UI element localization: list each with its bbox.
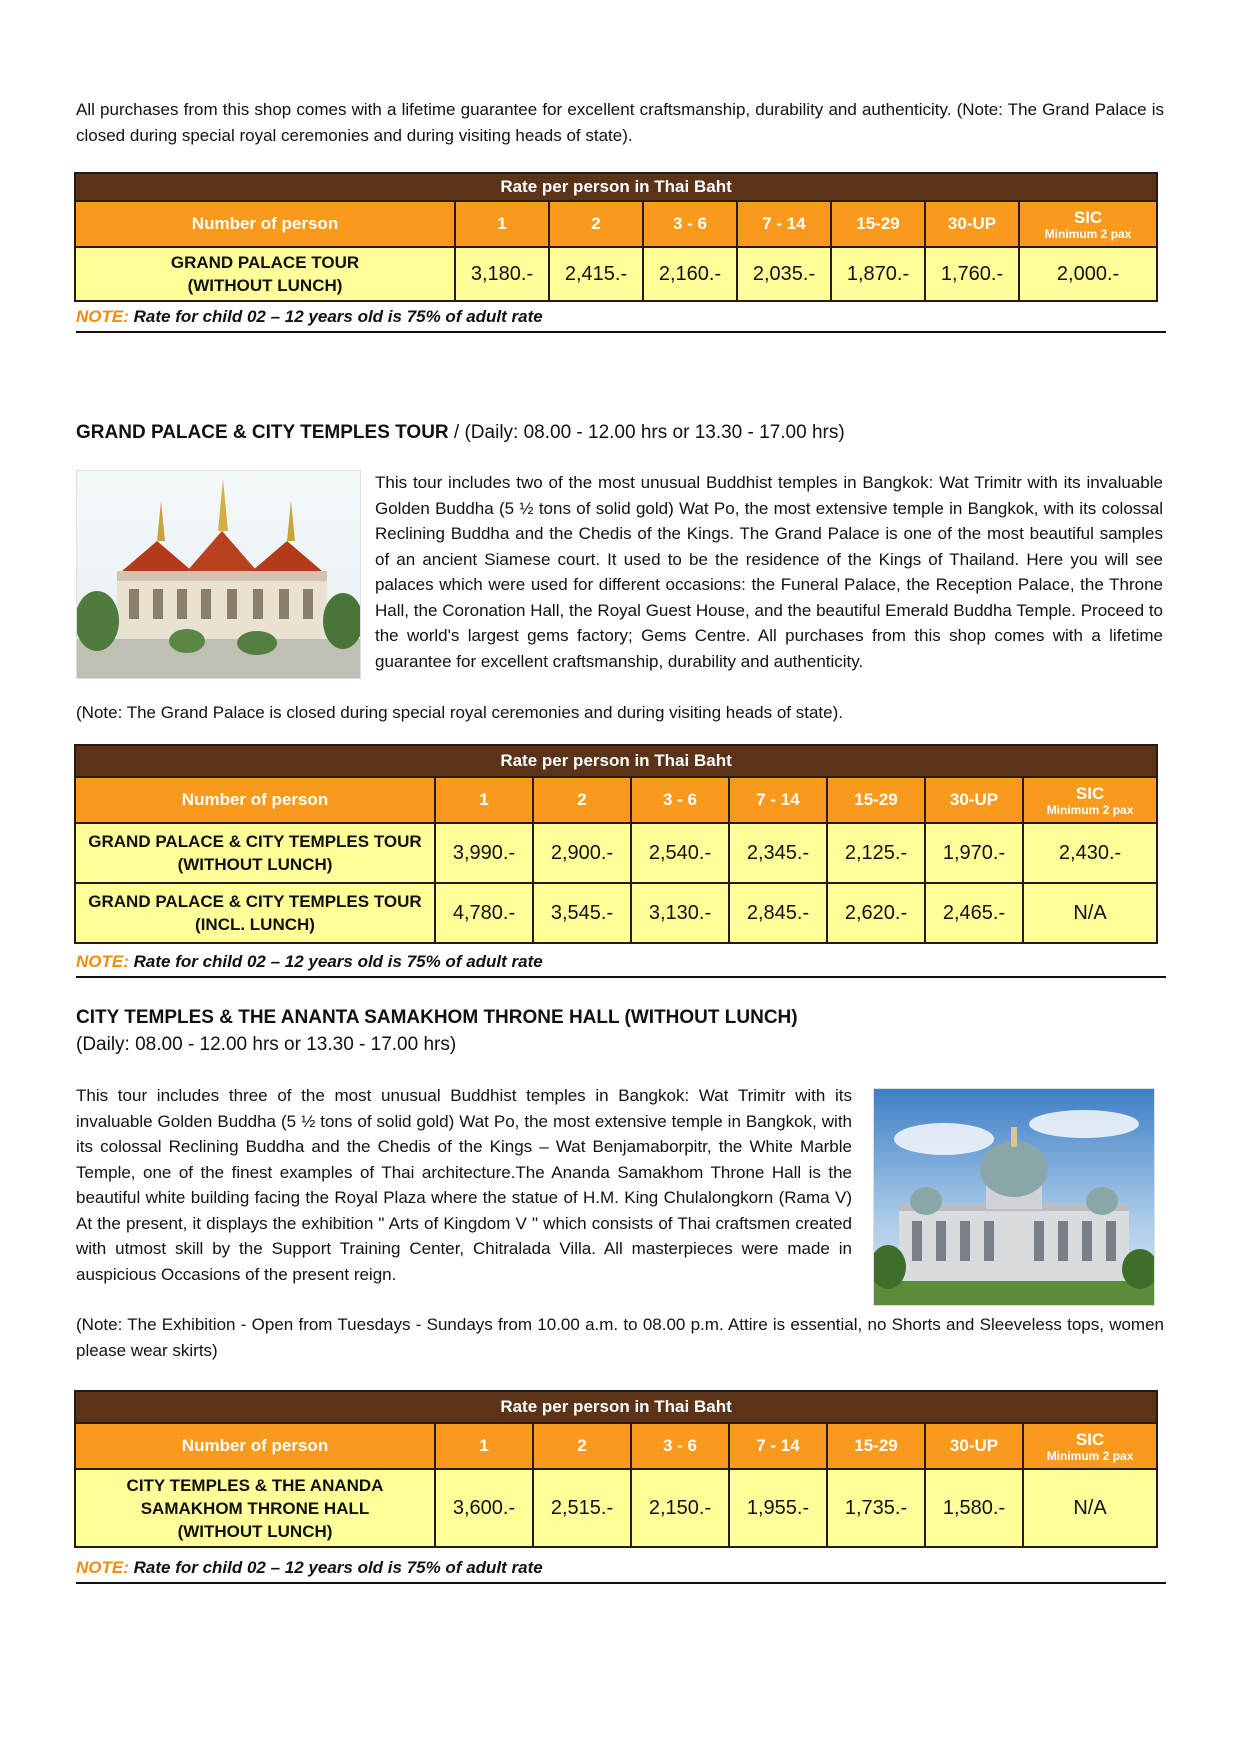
rate-table-throne-hall xyxy=(74,1390,1158,1548)
col-header-3-6: 3 - 6 xyxy=(643,201,737,247)
price-cell: 3,990.- xyxy=(435,823,533,883)
table-row xyxy=(75,1469,1157,1547)
price-cell: 2,465.- xyxy=(925,883,1023,943)
col-header-1: 1 xyxy=(435,777,533,823)
price-cell: 2,900.- xyxy=(533,823,631,883)
col-header-sic: SIC Minimum 2 pax xyxy=(1023,1423,1157,1469)
child-rate-note: NOTE: Rate for child 02 – 12 years old is 75% of adult rate xyxy=(76,1557,1166,1584)
col-header-15-29: 15-29 xyxy=(831,201,925,247)
price-cell: 2,845.- xyxy=(729,883,827,943)
section-note: (Note: The Grand Palace is closed during special royal ceremonies and during visiting heads of state). xyxy=(76,703,843,722)
grand-palace-photo xyxy=(76,470,361,679)
rate-header: Rate per person in Thai Baht xyxy=(75,1391,1157,1423)
price-cell: 2,415.- xyxy=(549,247,643,301)
col-header-30-up: 30-UP xyxy=(925,201,1019,247)
tour-name: GRAND PALACE & CITY TEMPLES TOUR (WITHOUT LUNCH) xyxy=(75,823,435,883)
table-row xyxy=(75,247,1157,301)
section-note: (Note: The Exhibition - Open from Tuesdays - Sundays from 10.00 a.m. to 08.00 p.m. Attire is essential, no Shorts and Sleeveless tops, women please wear skirts) xyxy=(76,1315,1164,1360)
price-cell: 2,160.- xyxy=(643,247,737,301)
col-header-3-6: 3 - 6 xyxy=(631,1423,729,1469)
col-header-15-29: 15-29 xyxy=(827,777,925,823)
col-header-7-14: 7 - 14 xyxy=(729,777,827,823)
section-title: CITY TEMPLES & THE ANANTA SAMAKHOM THRONE HALL (WITHOUT LUNCH) xyxy=(76,1007,798,1028)
price-cell: 4,780.- xyxy=(435,883,533,943)
section-body: This tour includes three of the most unusual Buddhist temples in Bangkok: Wat Trimitr with its invaluable Golden Buddha (5 ½ tons of solid gold) Wat Po, the most extensive temple in Bangkok, with its colossal Reclining Buddha and the Chedis of the Kings – Wat Benjamaborpitr, the White Marble Temple, one of the finest examples of Thai architecture.The Ananda Samakhom Throne Hall is the beautiful white building facing the Royal Plaza where the statue of H.M. King Chulalongkorn (Rama V) At the present, it displays the exhibition " Arts of Kingdom V " which consists of Thai craftsmen created with utmost skill by the Support Training Center, Chitralada Villa. All masterpieces were made in auspicious Occasions of the present reign. xyxy=(76,1086,852,1284)
col-header-2: 2 xyxy=(533,777,631,823)
price-cell: 2,620.- xyxy=(827,883,925,943)
child-rate-note: NOTE: Rate for child 02 – 12 years old is 75% of adult rate xyxy=(76,306,1166,333)
intro-paragraph: All purchases from this shop comes with a lifetime guarantee for excellent craftsmanship, durability and authenticity. (Note: The Grand Palace is closed during special royal ceremonies and during visiting heads of state). xyxy=(76,100,1164,145)
price-cell: 3,600.- xyxy=(435,1469,533,1547)
price-cell: 2,430.- xyxy=(1023,823,1157,883)
col-header-1: 1 xyxy=(455,201,549,247)
rate-table-grand-palace xyxy=(74,172,1158,302)
palace-illustration xyxy=(77,471,360,678)
col-header-sic: SIC Minimum 2 pax xyxy=(1023,777,1157,823)
col-header-person: Number of person xyxy=(75,777,435,823)
col-header-30-up: 30-UP xyxy=(925,1423,1023,1469)
throne-hall-illustration xyxy=(874,1089,1154,1305)
price-cell: 2,150.- xyxy=(631,1469,729,1547)
sic-sub-label: Minimum 2 pax xyxy=(1044,226,1132,241)
col-header-7-14: 7 - 14 xyxy=(729,1423,827,1469)
section-subtitle: (Daily: 08.00 - 12.00 hrs or 13.30 - 17.00 hrs) xyxy=(76,1034,457,1055)
price-cell: 2,035.- xyxy=(737,247,831,301)
col-header-person: Number of person xyxy=(75,1423,435,1469)
col-header-person: Number of person xyxy=(75,201,455,247)
price-cell: 2,000.- xyxy=(1019,247,1157,301)
col-header-3-6: 3 - 6 xyxy=(631,777,729,823)
child-rate-note: NOTE: Rate for child 02 – 12 years old is 75% of adult rate xyxy=(76,951,1166,978)
price-cell: 1,870.- xyxy=(831,247,925,301)
col-header-7-14: 7 - 14 xyxy=(737,201,831,247)
col-header-2: 2 xyxy=(533,1423,631,1469)
price-cell: N/A xyxy=(1023,883,1157,943)
price-cell: 3,130.- xyxy=(631,883,729,943)
price-cell: 2,125.- xyxy=(827,823,925,883)
col-header-15-29: 15-29 xyxy=(827,1423,925,1469)
price-cell: 2,345.- xyxy=(729,823,827,883)
price-cell: 2,515.- xyxy=(533,1469,631,1547)
price-cell: 3,545.- xyxy=(533,883,631,943)
price-cell: 3,180.- xyxy=(455,247,549,301)
rate-header: Rate per person in Thai Baht xyxy=(75,745,1157,777)
price-cell: 1,580.- xyxy=(925,1469,1023,1547)
tour-name: GRAND PALACE TOUR (WITHOUT LUNCH) xyxy=(75,247,455,301)
price-cell: 2,540.- xyxy=(631,823,729,883)
tour-name: CITY TEMPLES & THE ANANDA SAMAKHOM THRONE HALL (WITHOUT LUNCH) xyxy=(75,1469,435,1547)
rate-table-city-temples xyxy=(74,744,1158,944)
price-cell: 1,955.- xyxy=(729,1469,827,1547)
col-header-1: 1 xyxy=(435,1423,533,1469)
rate-header: Rate per person in Thai Baht xyxy=(75,173,1157,201)
col-header-2: 2 xyxy=(549,201,643,247)
col-header-30-up: 30-UP xyxy=(925,777,1023,823)
tour-name: GRAND PALACE & CITY TEMPLES TOUR (INCL. LUNCH) xyxy=(75,883,435,943)
throne-hall-photo xyxy=(873,1088,1155,1306)
table-row xyxy=(75,823,1157,883)
table-row xyxy=(75,883,1157,943)
section-body: This tour includes two of the most unusual Buddhist temples in Bangkok: Wat Trimitr with its invaluable Golden Buddha (5 ½ tons of solid gold) Wat Po, the most extensive temple in Bangkok, with its colossal Reclining Buddha and the Chedis of the Kings. The Grand Palace is one of the most beautiful samples of an ancient Siamese court. It used to be the residence of the Kings of Thailand. Here you will see palaces which were used for different occasions: the Funeral Palace, the Reception Palace, the Throne Hall, the Coronation Hall, the Royal Guest House, and the beautiful Emerald Buddha Temple. Proceed to the world's largest gems factory; Gems Centre. All purchases from this shop comes with a lifetime guarantee for excellent craftsmanship, durability and authenticity. xyxy=(375,473,1163,671)
price-cell: N/A xyxy=(1023,1469,1157,1547)
price-cell: 1,760.- xyxy=(925,247,1019,301)
col-header-sic xyxy=(1019,201,1157,247)
price-cell: 1,970.- xyxy=(925,823,1023,883)
section-title: GRAND PALACE & CITY TEMPLES TOUR / (Daily: 08.00 - 12.00 hrs or 13.30 - 17.00 hrs) xyxy=(76,422,845,443)
sic-label: SIC xyxy=(1073,207,1103,227)
price-cell: 1,735.- xyxy=(827,1469,925,1547)
